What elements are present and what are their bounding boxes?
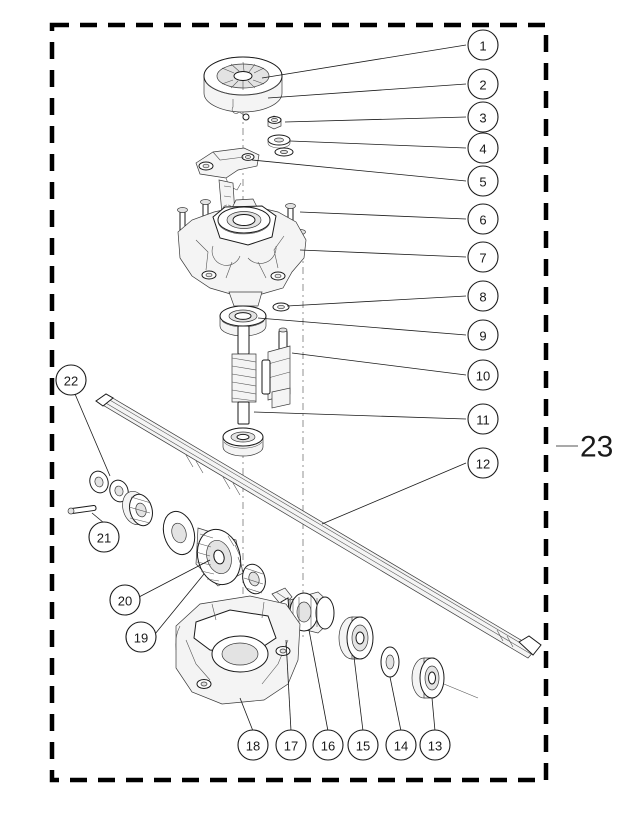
- part-gear-small: [119, 488, 200, 558]
- callout-label: 15: [355, 738, 371, 754]
- callout-label: 14: [393, 738, 409, 754]
- callout-4[interactable]: [468, 133, 498, 163]
- callout-label: 6: [479, 212, 487, 228]
- callout-13[interactable]: [420, 730, 450, 760]
- callout-5[interactable]: [468, 166, 498, 196]
- callout-16[interactable]: [313, 730, 343, 760]
- part-washer-right: [381, 647, 399, 677]
- part-housing-lower: [176, 596, 300, 704]
- callout-label: 13: [427, 738, 443, 754]
- callout-11[interactable]: [468, 404, 498, 434]
- callout-label: 10: [475, 368, 491, 384]
- callout-label: 2: [479, 77, 487, 93]
- callout-label: 5: [479, 174, 487, 190]
- callout-3[interactable]: [468, 102, 498, 132]
- callout-6[interactable]: [468, 204, 498, 234]
- part-washer: [268, 135, 290, 148]
- callout-label: 16: [320, 738, 336, 754]
- assembly-callout-23[interactable]: [556, 431, 613, 464]
- callout-8[interactable]: [468, 281, 498, 311]
- callout-22[interactable]: [56, 365, 86, 395]
- part-pulley: [204, 57, 282, 120]
- callout-label: 20: [117, 593, 133, 609]
- callout-21[interactable]: [89, 522, 119, 552]
- callout-label: 4: [479, 141, 487, 157]
- callout-20[interactable]: [110, 585, 140, 615]
- callout-7[interactable]: [468, 242, 498, 272]
- part-gear-cluster: [191, 524, 269, 596]
- callout-label: 18: [245, 738, 261, 754]
- callout-label: 21: [96, 530, 112, 546]
- callout-15[interactable]: [348, 730, 378, 760]
- part-pin: [68, 505, 96, 514]
- callout-label: 22: [63, 373, 79, 389]
- callout-9[interactable]: [468, 320, 498, 350]
- callout-10[interactable]: [468, 360, 498, 390]
- callout-label: 1: [479, 38, 487, 54]
- callout-label: 3: [479, 110, 487, 126]
- callout-label: 7: [479, 250, 487, 266]
- part-washer-3: [273, 303, 289, 311]
- callout-label: 9: [479, 328, 487, 344]
- callout-label: 17: [283, 738, 299, 754]
- callout-1[interactable]: [468, 30, 498, 60]
- callout-label: 8: [479, 289, 487, 305]
- assembly-label: 23: [580, 430, 614, 464]
- part-shift-rod: [262, 328, 290, 408]
- callout-18[interactable]: [238, 730, 268, 760]
- callout-12[interactable]: [468, 448, 498, 478]
- part-worm-shaft: [223, 326, 263, 456]
- callout-2[interactable]: [468, 69, 498, 99]
- callout-label: 11: [476, 412, 490, 428]
- part-housing-upper: [178, 199, 306, 306]
- callout-label: 12: [475, 456, 491, 472]
- callout-label: 19: [133, 630, 149, 646]
- part-nut: [268, 116, 281, 129]
- part-bearing-right-inner: [339, 617, 373, 659]
- part-washer-2: [275, 148, 293, 156]
- callout-17[interactable]: [276, 730, 306, 760]
- callout-19[interactable]: [126, 622, 156, 652]
- part-bearing-right-outer: [412, 658, 478, 698]
- callout-14[interactable]: [386, 730, 416, 760]
